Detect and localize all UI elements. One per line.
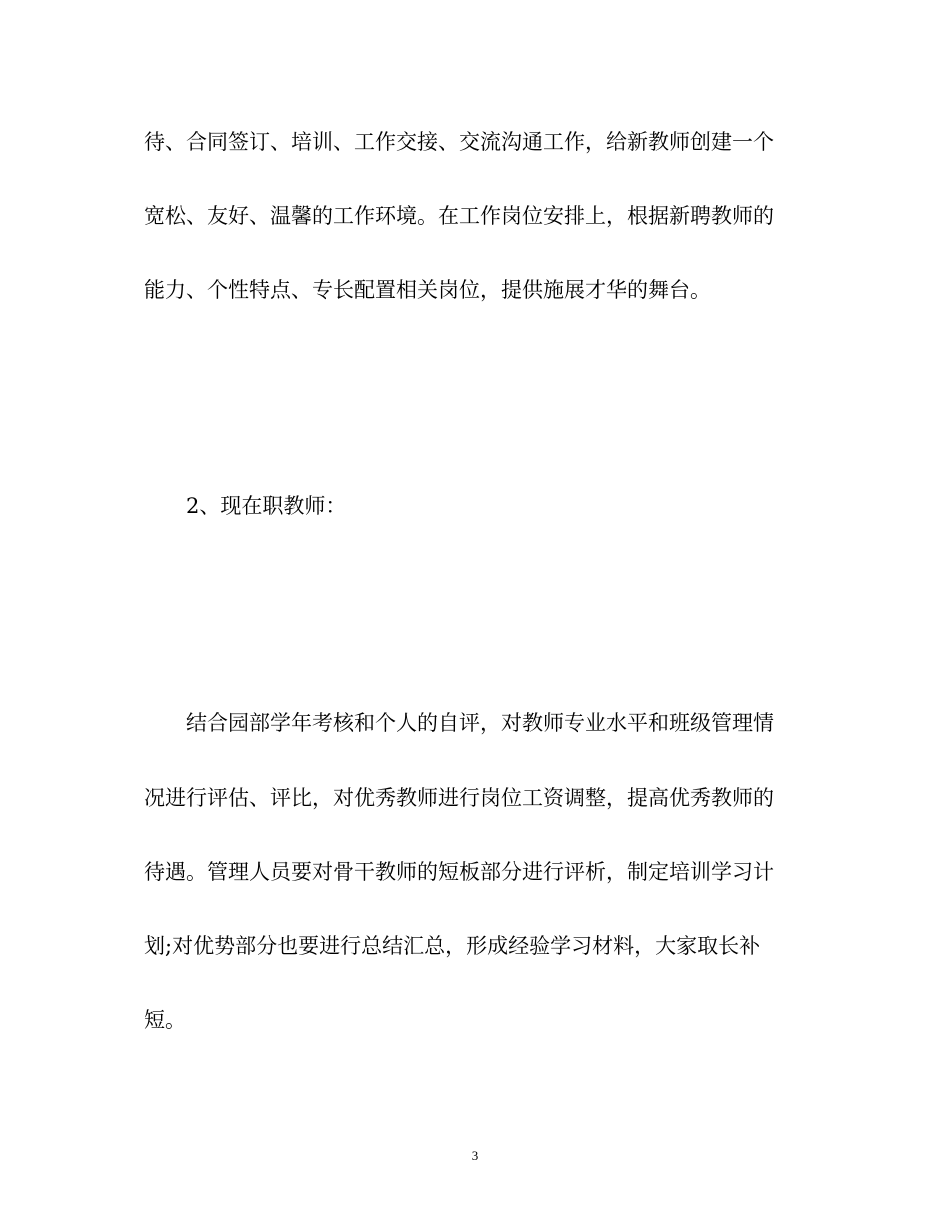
paragraph-line: 况进行评估、评比，对优秀教师进行岗位工资调整，提高优秀教师的 — [144, 786, 774, 810]
paragraph-line: 待、合同签订、培训、工作交接、交流沟通工作，给新教师创建一个 — [144, 130, 774, 154]
section-heading: 2、现在职教师： — [186, 494, 347, 518]
paragraph-line: 短。 — [144, 1008, 186, 1032]
page-number: 3 — [471, 1148, 479, 1163]
paragraph-line: 划;对优势部分也要进行总结汇总，形成经验学习材料，大家取长补 — [144, 934, 761, 958]
paragraph-line: 待遇。管理人员要对骨干教师的短板部分进行评析，制定培训学习计 — [144, 860, 774, 884]
paragraph-line: 能力、个性特点、专长配置相关岗位，提供施展才华的舞台。 — [144, 278, 711, 302]
paragraph-line: 结合园部学年考核和个人的自评，对教师专业水平和班级管理情 — [186, 711, 774, 735]
paragraph-line: 宽松、友好、温馨的工作环境。在工作岗位安排上，根据新聘教师的 — [144, 204, 774, 228]
